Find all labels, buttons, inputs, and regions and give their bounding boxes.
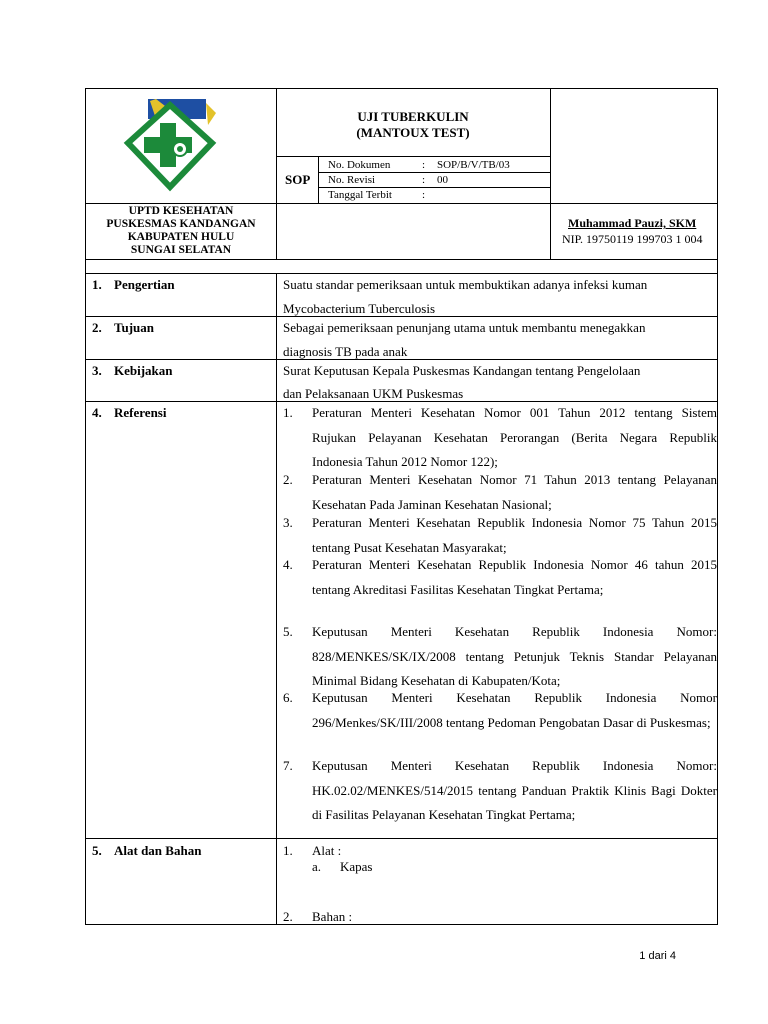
- meta-label: No. Dokumen: [328, 159, 391, 171]
- meta-row-line-1: [318, 172, 551, 173]
- kebijakan-line-2: dan Pelaksanaan UKM Puskesmas: [283, 386, 464, 401]
- reference-text: Peraturan Menteri Kesehatan Nomor 71 Tahun 2013 tentang Pelayanan Kesehatan Pada Jaminan Kesehatan Nasional;: [312, 472, 717, 512]
- institution-line: KABUPATEN HULU: [127, 231, 235, 243]
- tujuan-line-1: Sebagai pemeriksaan penunjang utama untuk membantu menegakkan: [283, 320, 646, 335]
- meta-row-revision: [328, 174, 375, 187]
- institution-line: UPTD KESEHATAN: [128, 205, 234, 217]
- institution-line: PUSKESMAS KANDANGAN: [106, 218, 256, 230]
- section-tujuan-label: [92, 320, 154, 336]
- row-line-4: [85, 838, 718, 839]
- meta-value: SOP/B/V/TB/03: [437, 159, 510, 171]
- meta-row-date: [328, 189, 392, 202]
- alat-number: 1.: [283, 843, 293, 858]
- section-title: Kebijakan: [114, 363, 173, 378]
- alat-label: Alat :: [312, 843, 342, 858]
- table-border-right: [717, 88, 718, 925]
- title-line-2: (MANTOUX TEST): [356, 125, 470, 140]
- meta-sep: :: [422, 159, 426, 171]
- reference-number: 6.: [283, 690, 293, 705]
- meta-label: No. Revisi: [328, 174, 376, 186]
- alat-sub-number: a.: [312, 859, 322, 874]
- reference-text: Peraturan Menteri Kesehatan Republik Indonesia Nomor 46 tahun 2015 tentang Akreditasi Fasilitas Kesehatan Tingkat Pertama;: [312, 557, 717, 597]
- body-divider: [276, 273, 277, 925]
- meta-row-line-2: [318, 187, 551, 188]
- signer-name: Muhammad Pauzi, SKM: [568, 216, 697, 230]
- meta-sep: :: [422, 174, 426, 186]
- sop-bottom-line: [85, 203, 718, 204]
- reference-number: 2.: [283, 472, 293, 487]
- reference-item: [283, 758, 717, 828]
- section-title: Referensi: [114, 405, 167, 420]
- reference-number: 7.: [283, 758, 293, 773]
- section-number: 4.: [92, 405, 102, 420]
- pengertian-line-1: Suatu standar pemeriksaan untuk membuktikan adanya infeksi kuman: [283, 277, 648, 292]
- signer-nip: NIP. 19750119 199703 1 004: [562, 232, 703, 246]
- institution-line: SUNGAI SELATAN: [130, 244, 232, 256]
- reference-number: 4.: [283, 557, 293, 572]
- reference-item: [283, 405, 717, 475]
- section-number: 1.: [92, 277, 102, 292]
- institution-name: [86, 205, 276, 257]
- tujuan-line-2: diagnosis TB pada anak: [283, 344, 408, 359]
- header-divider-2: [550, 88, 551, 259]
- table-border-bottom: [85, 924, 718, 925]
- section-number: 3.: [92, 363, 102, 378]
- reference-text: Keputusan Menteri Kesehatan Republik Indonesia Nomor 296/Menkes/SK/III/2008 tentang Pedoman Pengobatan Dasar di Puskesmas;: [312, 690, 717, 730]
- puskesmas-logo: [120, 97, 220, 193]
- header-gap-line: [85, 273, 718, 274]
- document-title: [276, 109, 550, 141]
- table-border-top: [85, 88, 718, 89]
- reference-text: Peraturan Menteri Kesehatan Republik Indonesia Nomor 75 Tahun 2015 tentang Pusat Kesehatan Masyarakat;: [312, 515, 717, 555]
- meta-value: 00: [437, 174, 448, 186]
- reference-number: 1.: [283, 405, 293, 420]
- reference-number: 3.: [283, 515, 293, 530]
- page-number: 1 dari 4: [639, 950, 676, 962]
- meta-sep: :: [422, 189, 426, 201]
- kebijakan-line-1: Surat Keputusan Kepala Puskesmas Kandangan tentang Pengelolaan: [283, 363, 641, 378]
- title-line-1: UJI TUBERKULIN: [357, 109, 469, 124]
- meta-row-document: [328, 159, 390, 172]
- pengertian-line-2: Mycobacterium Tuberculosis: [283, 301, 436, 316]
- section-kebijakan-label: [92, 363, 173, 379]
- alat-sub-label: Kapas: [340, 859, 373, 874]
- meta-label: Tanggal Terbit: [328, 189, 392, 201]
- reference-item: [283, 624, 717, 694]
- reference-text: Keputusan Menteri Kesehatan Republik Indonesia Nomor: 828/MENKES/SK/IX/2008 tentang Petunjuk Teknis Standar Pelayanan Minimal Bidang Kesehatan di Kabupaten/Kota;: [312, 624, 717, 689]
- reference-number: 5.: [283, 624, 293, 639]
- reference-item: [283, 557, 717, 602]
- section-title: Tujuan: [114, 320, 154, 335]
- section-number: 2.: [92, 320, 102, 335]
- header-bottom-line: [85, 259, 718, 260]
- reference-text: Peraturan Menteri Kesehatan Nomor 001 Tahun 2012 tentang Sistem Rujukan Pelayanan Kesehatan Perorangan (Berita Negara Republik Indonesia Tahun 2012 Nomor 122);: [312, 405, 717, 470]
- bahan-label: Bahan :: [312, 909, 353, 924]
- section-title: Alat dan Bahan: [114, 843, 202, 858]
- section-number: 5.: [92, 843, 102, 858]
- bahan-number: 2.: [283, 909, 293, 924]
- reference-item: [283, 690, 717, 735]
- section-referensi-label: [92, 405, 166, 421]
- section-pengertian-label: [92, 277, 175, 293]
- sop-label: SOP: [285, 172, 311, 187]
- reference-text: Keputusan Menteri Kesehatan Republik Indonesia Nomor: HK.02.02/MENKES/514/2015 tentang Panduan Praktik Klinis Bagi Dokter di Fasilitas Pelayanan Kesehatan Tingkat Pertama;: [312, 758, 717, 823]
- meta-divider: [318, 156, 319, 204]
- section-title: Pengertian: [114, 277, 175, 292]
- section-alat-label: [92, 843, 201, 859]
